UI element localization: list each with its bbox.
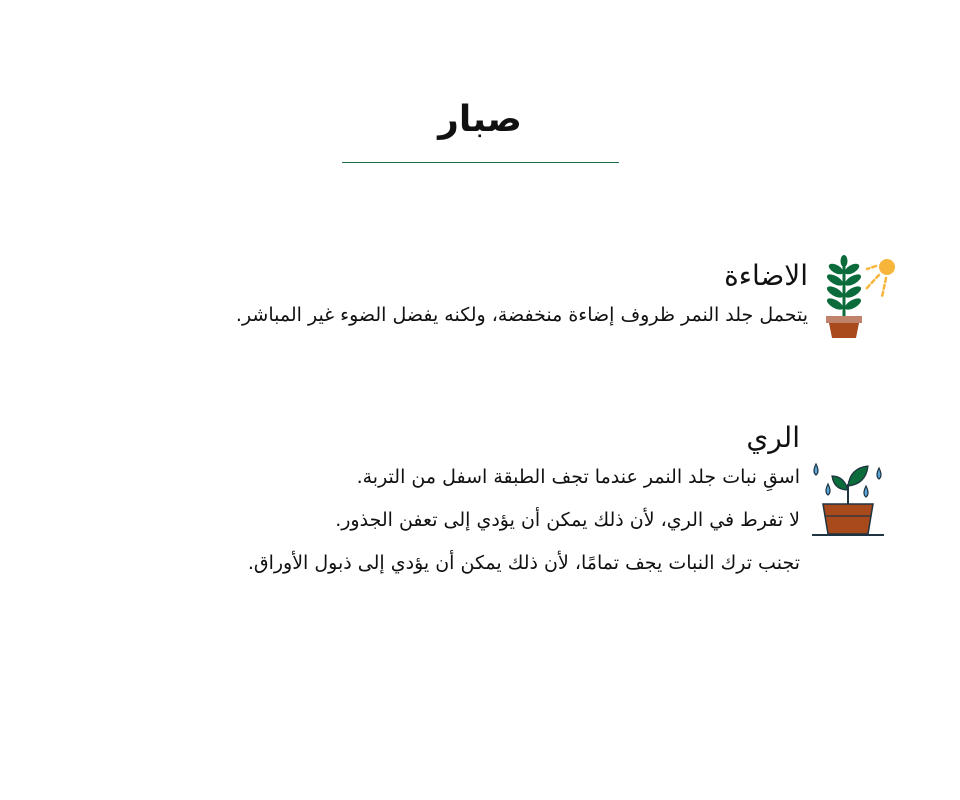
watering-text-line: لا تفرط في الري، لأن ذلك يمكن أن يؤدي إلى تعفن الجذور. (335, 509, 800, 531)
lighting-heading: الاضاءة (724, 259, 808, 292)
plant-watering-icon (808, 460, 888, 540)
watering-section (248, 420, 800, 585)
page-title: صبار (438, 99, 522, 140)
title-divider (342, 162, 619, 163)
watering-text-line: تجنب ترك النبات يجف تمامًا، لأن ذلك يمكن أن يؤدي إلى ذبول الأوراق. (247, 552, 800, 574)
lighting-text-line: يتحمل جلد النمر ظروف إضاءة منخفضة، ولكنه يفضل الضوء غير المباشر. (235, 304, 808, 326)
plant-sun-icon (820, 252, 900, 342)
lighting-section (236, 258, 808, 337)
watering-heading: الري (746, 421, 800, 454)
watering-text-line: اسقِ نبات جلد النمر عندما تجف الطبقة اسفل من التربة. (356, 466, 800, 488)
